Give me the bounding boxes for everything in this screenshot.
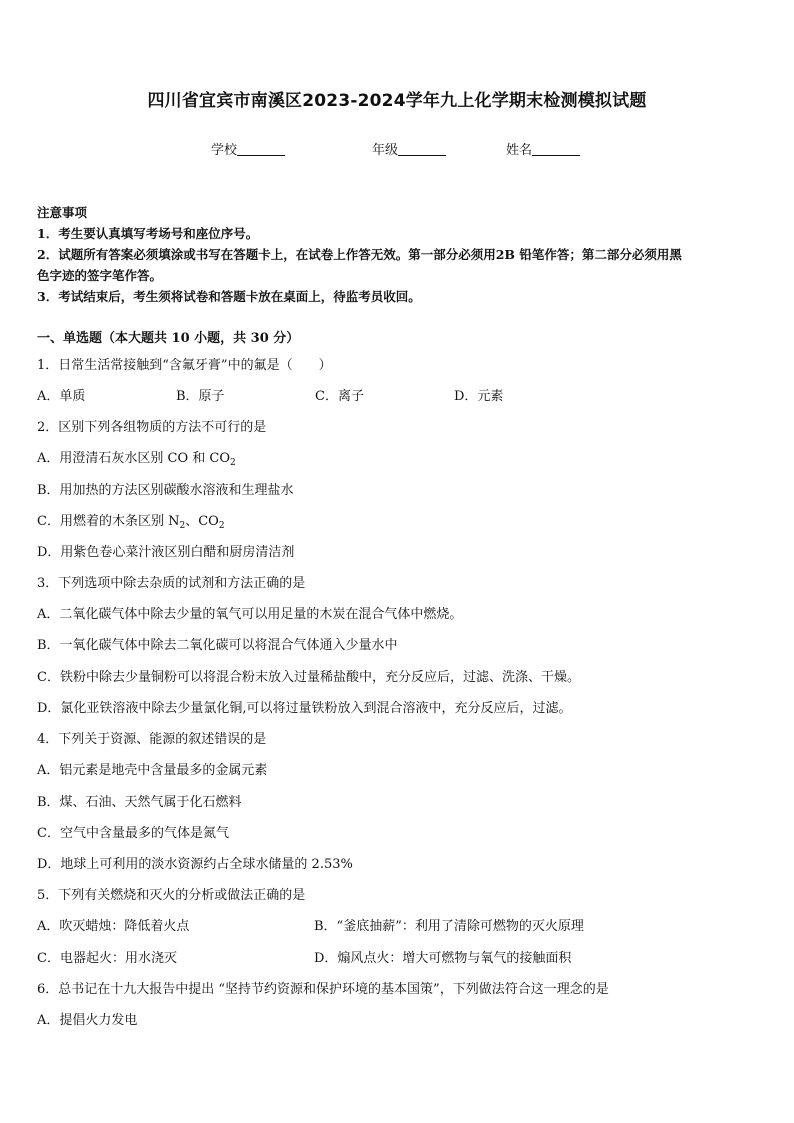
question-2-option-c bbox=[37, 510, 759, 529]
question-5-option-d: D．煽风点火：增大可燃物与氧气的接触面积 bbox=[314, 951, 572, 966]
question-4-option-d: D．地球上可利用的淡水资源约占全球水储量的 2.53% bbox=[37, 857, 353, 872]
subscript: 2 bbox=[218, 521, 225, 531]
grade-field bbox=[372, 139, 446, 158]
option-text: A．用澄清石灰水区别 CO 和 CO bbox=[37, 451, 230, 466]
question-5-option-c: C．电器起火：用水浇灭 bbox=[37, 951, 177, 966]
name-label: 姓名 bbox=[506, 143, 533, 158]
question-1-option-b: B．原子 bbox=[176, 389, 225, 404]
question-3-stem: 3．下列选项中除去杂质的试剂和方法正确的是 bbox=[37, 576, 306, 591]
note-item: 1．考生要认真填写考场号和座位序号。 bbox=[37, 226, 259, 241]
option-text: 、CO bbox=[185, 514, 219, 529]
question-1-option-d: D．元素 bbox=[454, 389, 504, 404]
question-5-option-a: A．吹灭蜡烛：降低着火点 bbox=[37, 919, 190, 934]
question-4-option-c: C．空气中含量最多的气体是氮气 bbox=[37, 826, 229, 841]
grade-blank bbox=[398, 142, 446, 156]
question-3-option-b: B．一氧化碳气体中除去二氧化碳可以将混合气体通入少量水中 bbox=[37, 638, 398, 653]
question-5-stem: 5．下列有关燃烧和灭火的分析或做法正确的是 bbox=[37, 888, 306, 903]
school-blank bbox=[237, 142, 285, 156]
note-item: 3．考试结束后，考生须将试卷和答题卡放在桌面上，待监考员收回。 bbox=[37, 289, 421, 304]
question-2-option-b: B．用加热的方法区别碳酸水溶液和生理盐水 bbox=[37, 483, 294, 498]
notes-heading: 注意事项 bbox=[37, 205, 88, 220]
grade-label: 年级 bbox=[372, 143, 399, 158]
question-3-option-d: D．氯化亚铁溶液中除去少量氯化铜,可以将过量铁粉放入到混合溶液中，充分反应后，过滤。 bbox=[37, 701, 572, 716]
question-4-option-b: B．煤、石油、天然气属于化石燃料 bbox=[37, 795, 242, 810]
question-1-stem: 1．日常生活常接触到“含氟牙膏”中的氟是（ ） bbox=[37, 358, 332, 373]
question-6-stem: 6．总书记在十九大报告中提出 “坚持节约资源和保护环境的基本国策”，下列做法符合这一理念的是 bbox=[37, 982, 609, 997]
question-4-stem: 4．下列关于资源、能源的叙述错误的是 bbox=[37, 732, 267, 747]
question-1-option-c: C．离子 bbox=[315, 389, 364, 404]
note-item: 色字迹的签字笔作答。 bbox=[37, 268, 163, 283]
student-info-row bbox=[0, 139, 794, 161]
subscript: 2 bbox=[230, 458, 236, 468]
question-2-option-d: D．用紫色卷心菜汁液区别白醋和厨房清洁剂 bbox=[37, 545, 295, 560]
option-text: C．用燃着的木条区别 N bbox=[37, 514, 180, 529]
question-4-option-a: A．铝元素是地壳中含量最多的金属元素 bbox=[37, 763, 268, 778]
question-1-option-a: A．单质 bbox=[37, 389, 86, 404]
question-3-option-c: C．铁粉中除去少量铜粉可以将混合粉末放入过量稀盐酸中，充分反应后，过滤、洗涤、干燥。 bbox=[37, 670, 580, 685]
notes-section bbox=[37, 202, 759, 307]
question-2-option-a bbox=[37, 447, 759, 466]
name-blank bbox=[532, 142, 580, 156]
name-field bbox=[506, 139, 580, 158]
subscript: 2 bbox=[179, 521, 186, 531]
note-item: 2．试题所有答案必须填涂或书写在答题卡上，在试卷上作答无效。第一部分必须用2B 铅笔作答；第二部分必须用黑 bbox=[37, 247, 682, 262]
question-3-option-a: A．二氧化碳气体中除去少量的氧气可以用足量的木炭在混合气体中燃烧。 bbox=[37, 607, 463, 622]
section-title: 一、单选题（本大题共 10 小题，共 30 分） bbox=[37, 331, 300, 346]
question-5-option-b: B．“釜底抽薪”：利用了清除可燃物的灭火原理 bbox=[314, 919, 584, 934]
question-2-stem: 2．区别下列各组物质的方法不可行的是 bbox=[37, 420, 267, 435]
exam-title: 四川省宜宾市南溪区2023-2024学年九上化学期末检测模拟试题 bbox=[147, 91, 647, 111]
school-field bbox=[211, 139, 285, 158]
school-label: 学校 bbox=[211, 143, 238, 158]
question-6-option-a: A．提倡火力发电 bbox=[37, 1013, 138, 1028]
